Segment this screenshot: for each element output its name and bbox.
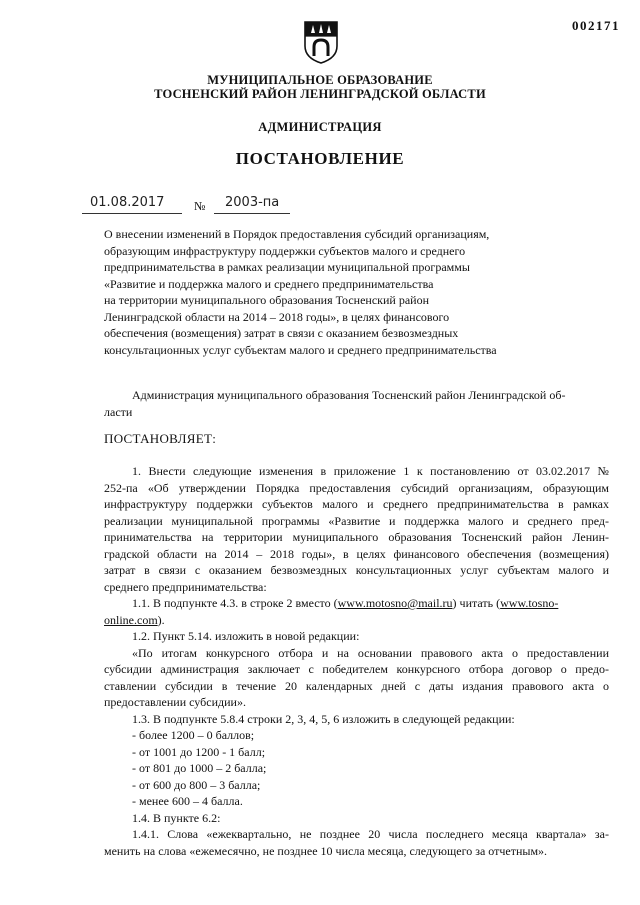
body-text: ) читать (	[452, 596, 501, 610]
site-link-cont[interactable]: online.com	[104, 612, 158, 627]
body-line: - менее 600 – 4 балла.	[132, 794, 243, 808]
administration-heading: АДМИНИСТРАЦИЯ	[258, 120, 382, 134]
preamble-line: Администрация муниципального образования Тосненский район Ленинградской об-	[132, 388, 566, 402]
body-line: - от 600 до 800 – 3 балла;	[132, 777, 261, 792]
body-line	[104, 595, 609, 612]
document-title: ПОСТАНОВЛЕНИЕ	[235, 149, 405, 168]
resolves-heading: ПОСТАНОВЛЯЕТ:	[104, 431, 217, 446]
body-line: - от 801 до 1000 – 2 балла;	[132, 761, 267, 775]
subject-line: предпринимательства в рамках реализации муниципальной программы	[104, 260, 470, 274]
body-line: 1.3. В подпункте 5.8.4 строки 2, 3, 4, 5, 6 изложить в следующей редакции:	[132, 711, 515, 726]
body-line: среднего предпринимательства:	[104, 579, 267, 594]
date-underline	[82, 213, 182, 214]
body-line: менить на слова «ежемесячно, не позднее 10 числа месяца, следующего за отчетным».	[104, 843, 548, 858]
document-number: 2003-па	[225, 195, 280, 210]
subject-line: образующим инфраструктуру поддержки субъектов малого и среднего	[104, 243, 466, 258]
body-line: затрат в связи с оказанием безвозмездных консультационных услуг субъектам малого и	[104, 563, 609, 577]
body-line: реализации муниципальной программы «Развитие и поддержка малого и среднего пред-	[104, 513, 609, 528]
number-underline	[214, 213, 290, 214]
email-link[interactable]: www.motosno@mail.ru	[337, 596, 453, 610]
document-date: 01.08.2017	[90, 195, 165, 210]
body-text: ).	[157, 612, 165, 627]
body-line: 1.2. Пункт 5.14. изложить в новой редакции:	[132, 629, 360, 643]
body-line: 252-па «Об утверждении Порядка предоставления субсидий организациям, образующим	[104, 480, 609, 495]
body-line: инфраструктуру поддержки субъектов малого и среднего предпринимательства в рамках	[104, 497, 609, 511]
preamble	[104, 387, 609, 420]
preamble-line: ласти	[104, 404, 133, 419]
document-subject	[104, 226, 544, 358]
body-line: градской области на 2014 – 2018 годы», в целях финансового обеспечения (возмещения)	[104, 546, 609, 561]
body-line: 1.4. В пункте 6.2:	[132, 810, 221, 825]
body-line	[104, 612, 609, 629]
document-serial-number: 002171	[572, 18, 620, 33]
municipality-line-1: МУНИЦИПАЛЬНОЕ ОБРАЗОВАНИЕ	[207, 73, 433, 87]
body-line: предоставлении субсидии».	[104, 695, 246, 709]
municipality-line-2: ТОСНЕНСКИЙ РАЙОН ЛЕНИНГРАДСКОЙ ОБЛАСТИ	[154, 87, 486, 101]
body-line: 1.4.1. Слова «ежеквартально, не позднее 20 числа последнего месяца квартала» за-	[132, 827, 609, 841]
coat-of-arms-icon	[303, 20, 339, 64]
number-sign: №	[194, 199, 206, 213]
subject-line: Ленинградской области на 2014 – 2018 годы», в целях финансового	[104, 309, 450, 324]
subject-line: консультационных услуг субъектам малого и среднего предпринимательства	[104, 342, 497, 357]
body-line: 1. Внести следующие изменения в приложение 1 к постановлению от 03.02.2017 №	[132, 464, 609, 478]
subject-line: на территории муниципального образования Тосненский район	[104, 293, 430, 307]
body-line: субсидии администрация заключает с победителем конкурсного отбора договор о предо-	[104, 662, 609, 676]
body-line: - более 1200 – 0 баллов;	[132, 728, 255, 742]
body-line: ставлении субсидии в течение 20 календарных дней с даты издания правового акта о	[104, 678, 609, 693]
subject-line: О внесении изменений в Порядок предоставления субсидий организациям,	[104, 227, 490, 241]
body-line: «По итогам конкурсного отбора и на основании правового акта о предоставлении	[132, 645, 609, 660]
body-line: принимательства на территории муниципального образования Тосненский район Ленин-	[104, 530, 609, 544]
document-body	[104, 463, 609, 859]
body-text: 1.1. В подпункте 4.3. в строке 2 вместо (	[132, 596, 338, 610]
subject-line: «Развитие и поддержка малого и среднего предпринимательства	[104, 276, 434, 291]
subject-line: обеспечения (возмещения) затрат в связи с оказанием безвозмездных	[104, 326, 459, 340]
site-link[interactable]: www.tosno-	[500, 596, 559, 610]
body-line: - от 1001 до 1200 - 1 балл;	[132, 744, 266, 759]
